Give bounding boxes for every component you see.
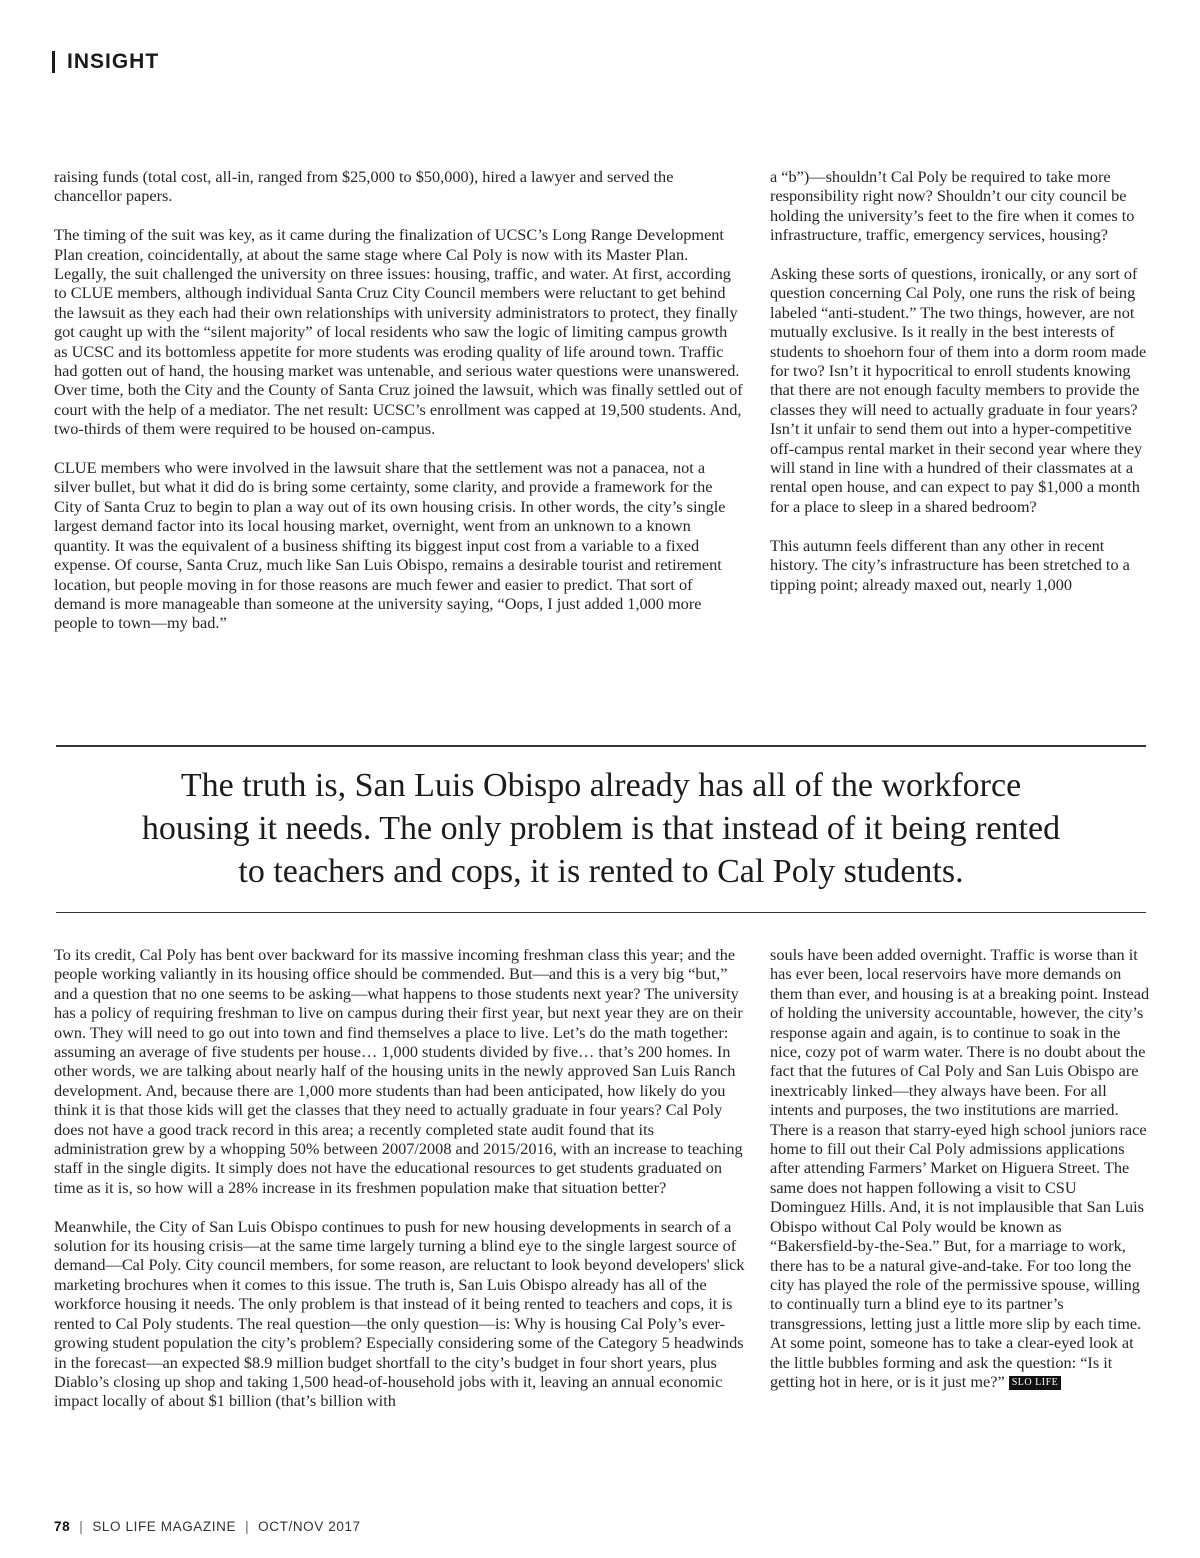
pullquote (56, 764, 1146, 893)
pullquote-line: to teachers and cops, it is rented to Cal Poly students. (238, 853, 964, 890)
paragraph: To its credit, Cal Poly has bent over backward for its massive incoming freshman class this year; and the people working valiantly in its housing office should be commended. But—and this is a very big “but,” and a question that no one seems to be asking—what happens to those students next year? The university has a policy of requiring freshman to live on campus during their first year, but next year they are on their own. They will need to go out into town and find themselves a place to live. Let’s do the math together: assuming an average of five students per house… 1,000 students divided by five… that’s 200 homes. In other words, we are talking about nearly half of the housing units in the newly approved San Luis Ranch development. And, because there are 1,000 more students than had been anticipated, how likely do you think it is that those kids will get the classes that they need to actually graduate in four years? Cal Poly does not have a good track record in this area; a recently completed state audit found that its administration grew by a whopping 50% between 2007/2008 and 2015/2016, with an increase to teaching staff in the single digits. It simply does not have the educational resources to get students graduated on time as it is, so how will a 28% increase in its freshmen population make that situation better? (54, 945, 743, 1197)
page-footer (54, 1519, 361, 1534)
paragraph: This autumn feels different than any other in recent history. The city’s infrastructure has been stretched to a tipping point; already maxed out, nearly 1,000 (770, 535, 1130, 594)
magazine-name: SLO LIFE MAGAZINE (92, 1519, 237, 1534)
footer-separator: | (245, 1519, 250, 1534)
article-column-top-left (54, 167, 744, 652)
pullquote-top-rule (56, 745, 1146, 747)
page-number: 78 (54, 1519, 71, 1534)
section-bar (52, 51, 55, 73)
pullquote-line: The truth is, San Luis Obispo already has all of the workforce (180, 767, 1022, 804)
paragraph (770, 945, 1150, 1391)
paragraph: raising funds (total cost, all-in, ranged from $25,000 to $50,000), hired a lawyer and served the chancellor papers. (54, 167, 674, 206)
paragraph: Asking these sorts of questions, ironically, or any sort of question concerning Cal Poly, one runs the risk of being labeled “anti-student.” The two things, however, are not mutually exclusive. Is it really in the best interests of students to shoehorn four of them into a dorm room made for two? Isn’t it hypocritical to enroll students knowing that there are not enough faculty members to provide the classes they will need to actually graduate in four years? Isn’t it unfair to send them out into a hyper-competitive off-campus rental market in their second year where they will stand in line with a hundred of their classmates at a rental open house, and can expect to pay $1,000 a month for a place to sleep in a shared bedroom? (770, 264, 1147, 516)
article-column-bottom-right (770, 945, 1150, 1411)
footer-separator: | (79, 1519, 84, 1534)
issue-date: OCT/NOV 2017 (258, 1519, 361, 1534)
article-column-top-right (770, 167, 1150, 613)
article-column-bottom-left (54, 945, 746, 1430)
paragraph: Meanwhile, the City of San Luis Obispo continues to push for new housing developments in search of a solution for its housing crisis—at the same time largely turning a blind eye to the single largest source of demand—Cal Poly. City council members, for some reason, are reluctant to look beyond developers' slick marketing brochures when it comes to this issue. The truth is, San Luis Obispo already has all of the workforce housing it needs. The only problem is that instead of it being rented to teachers and cops, it is rented to Cal Poly students. The real question—the only question—is: Why is housing Cal Poly’s ever-growing student population the city’s problem? Especially considering some of the Category 5 headwinds in the forecast—an expected $8.9 million budget shortfall to the city’s budget in four short years, plus Diablo’s closing up shop and taking 1,500 head-of-household jobs with it, leaving an annual economic impact locally of about $1 billion (that’s billion with (54, 1216, 745, 1411)
paragraph: CLUE members who were involved in the lawsuit share that the settlement was not a panacea, not a silver bullet, but what it did do is bring some certainty, some clarity, and provide a framework for the City of Santa Cruz to begin to plan a way out of its own housing crisis. In other words, the city’s single largest demand factor into its local housing market, overnight, went from an unknown to a known quantity. It was the equivalent of a business shifting its biggest input cost from a variable to a fixed expense. Of course, Santa Cruz, much like San Luis Obispo, remains a desirable tourist and retirement location, but people moving in for those reasons are much fewer and easier to predict. That sort of demand is more manageable than someone at the university saying, “Oops, I just added 1,000 more people to town—my bad.” (54, 458, 726, 633)
end-tag: SLO LIFE (1009, 1376, 1062, 1390)
pullquote-bottom-rule (56, 912, 1146, 913)
pullquote-line: housing it needs. The only problem is that instead of it being rented (141, 810, 1061, 847)
paragraph: The timing of the suit was key, as it came during the finalization of UCSC’s Long Range Development Plan creation, coincidentally, at about the same stage where Cal Poly is now with its Master Plan. Legally, the suit challenged the university on three issues: housing, traffic, and water. At first, according to CLUE members, although individual Santa Cruz City Council members were reluctant to get behind the lawsuit as they each had their own relationships with university administrators to protect, they finally got caught up with the “silent majority” of local residents who saw the logic of limiting campus growth as UCSC and its bottomless appetite for more students was eroding quality of life around town. Traffic had gotten out of hand, the housing market was untenable, and serious water questions were unanswered. Over time, both the City and the County of Santa Cruz joined the lawsuit, which was finally settled out of court with the help of a mediator. The net result: UCSC’s enrollment was capped at 19,500 students. And, two-thirds of them were required to be housed on-campus. (54, 225, 743, 439)
paragraph-text: souls have been added overnight. Traffic is worse than it has ever been, local reservoirs have more demands on them than ever, and housing is at a breaking point. Instead of holding the university accountable, however, the city’s response again and again, is to continue to soak in the nice, cozy pot of warm water. There is no doubt about the fact that the futures of Cal Poly and San Luis Obispo are inextricably linked—they always have been. For all intents and purposes, the two institutions are married. There is a reason that starry-eyed high school juniors race home to fill out their Cal Poly admissions applications after attending Farmers’ Market on Higuera Street. The same does not happen following a visit to CSU Dominguez Hills. And, it is not implausible that San Luis Obispo without Cal Poly would be known as “Bakersfield-by-the-Sea.” But, for a marriage to work, there has to be a natural give-and-take. For too long the city has played the role of the permissive spouse, willing to continually turn a blind eye to its partner’s transgressions, letting just a little more slip by each time. At some point, someone has to take a clear-eyed look at the little bubbles forming and ask the question: “Is it getting hot in here, or is it just me?” (770, 945, 1150, 1391)
section-header (52, 50, 159, 74)
paragraph: a “b”)—shouldn’t Cal Poly be required to take more responsibility right now? Shouldn’t our city council be holding the university’s feet to the fire when it comes to infrastructure, traffic, emergency services, housing? (770, 167, 1135, 245)
section-title: INSIGHT (67, 50, 160, 73)
